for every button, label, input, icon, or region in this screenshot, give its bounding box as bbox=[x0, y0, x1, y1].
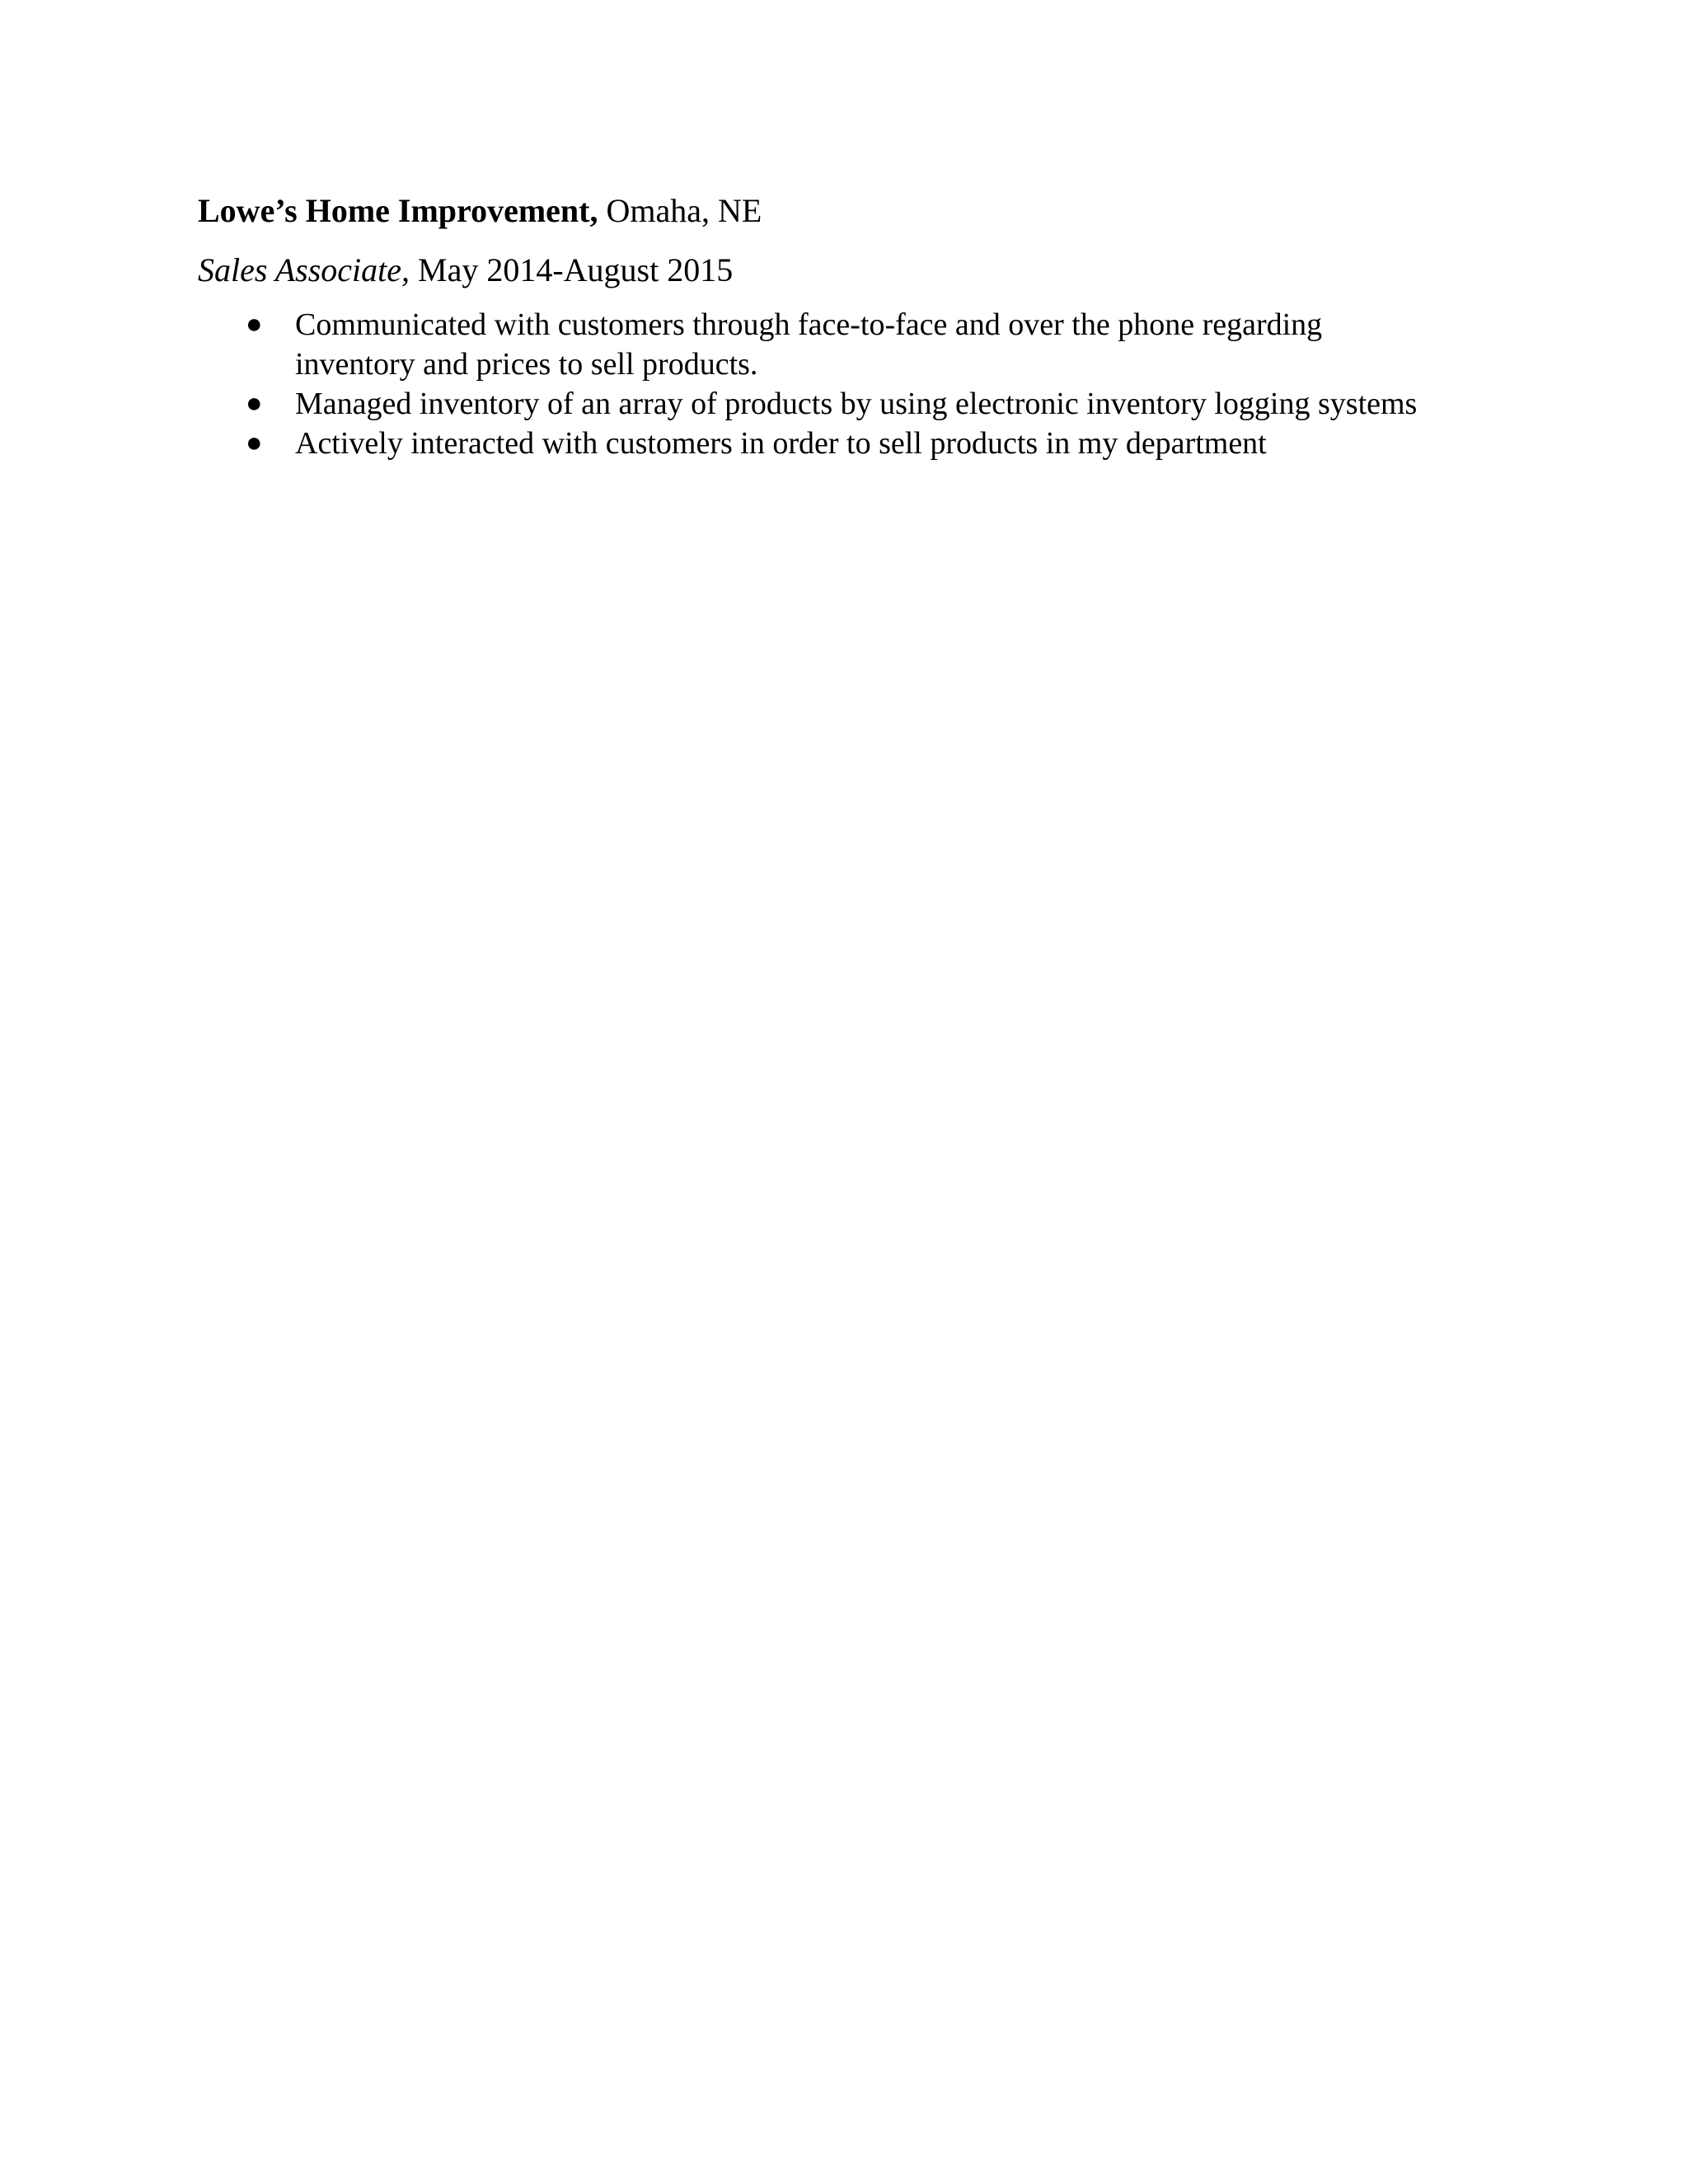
bullet-icon: ● bbox=[246, 388, 263, 419]
bullet-icon: ● bbox=[246, 309, 263, 340]
duty-item bbox=[198, 424, 1573, 463]
experience-entry bbox=[198, 188, 1550, 463]
duty-item bbox=[198, 305, 1573, 384]
employer-location: Omaha, NE bbox=[606, 192, 762, 229]
duty-text: Communicated with customers through face-to-face and over the phone regarding inventory and prices to sell products. bbox=[295, 307, 1323, 382]
bullet-icon: ● bbox=[246, 428, 263, 458]
employment-dates: May 2014-August 2015 bbox=[418, 251, 734, 288]
employer-line bbox=[198, 188, 1550, 234]
role-line bbox=[198, 247, 1550, 293]
job-title: Sales Associate, bbox=[198, 251, 410, 288]
employer-name: Lowe’s Home Improvement, bbox=[198, 192, 598, 229]
duty-text: Actively interacted with customers in order to sell products in my department bbox=[295, 426, 1267, 461]
duty-text: Managed inventory of an array of products by using electronic inventory logging systems bbox=[295, 387, 1418, 421]
duties-list bbox=[198, 305, 1550, 463]
duty-item bbox=[198, 384, 1573, 424]
